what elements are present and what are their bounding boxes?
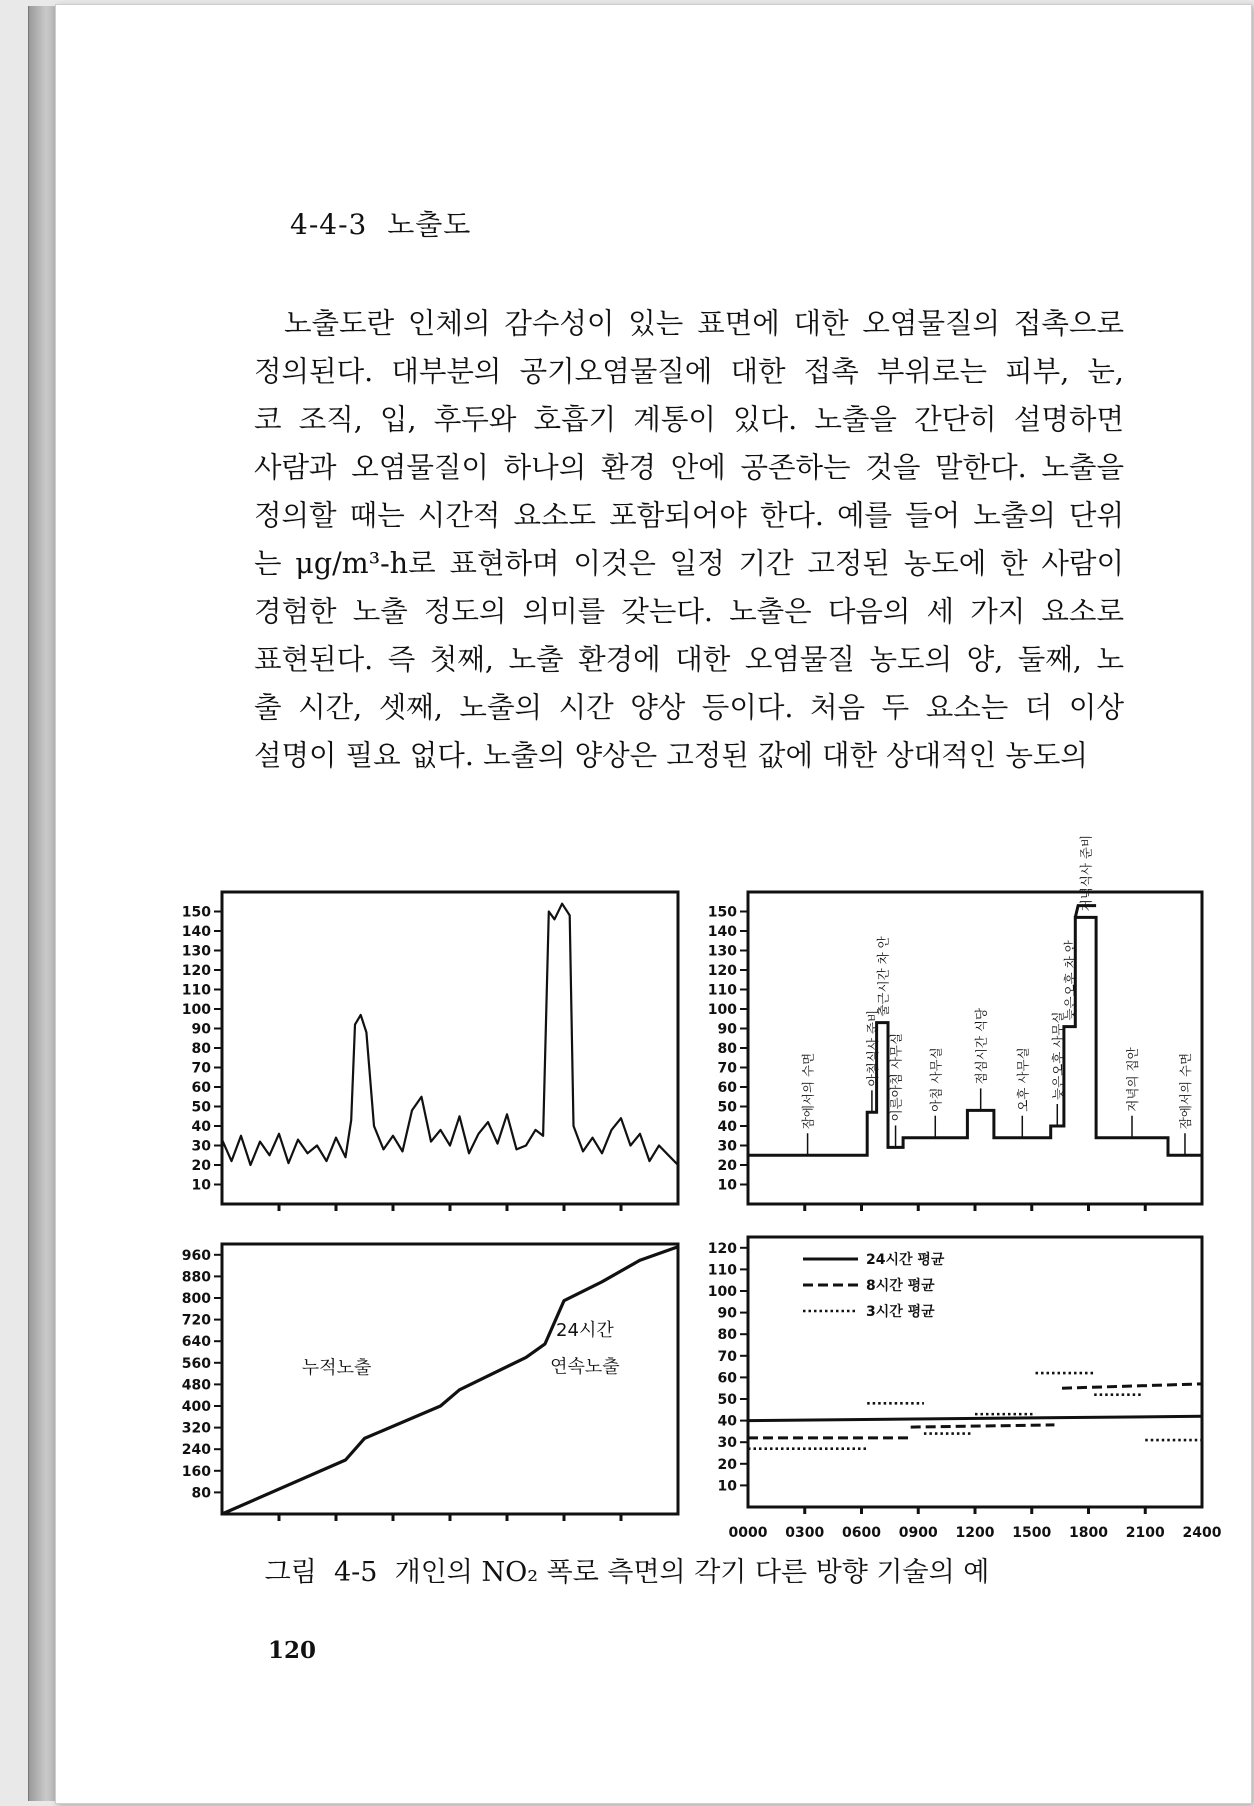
y-tick-label: 20	[191, 1158, 211, 1174]
y-tick-label: 140	[181, 924, 211, 940]
activity-label: 이른아침 사무실	[888, 1032, 904, 1122]
plot-frame	[222, 1244, 678, 1514]
y-tick-label: 960	[181, 1247, 211, 1264]
y-tick-label: 20	[717, 1456, 737, 1473]
activity-label: 아침 사무실	[928, 1047, 944, 1112]
caption-prefix: 그림	[264, 1557, 317, 1588]
activity-label: 오후 사무실	[1015, 1047, 1031, 1112]
y-tick-label: 320	[181, 1420, 211, 1437]
y-tick-label: 80	[717, 1041, 737, 1057]
x-tick-label: 1200	[955, 1525, 995, 1541]
x-tick-label: 1800	[1069, 1525, 1108, 1541]
y-tick-label: 20	[717, 1158, 737, 1174]
y-tick-label: 640	[181, 1334, 211, 1351]
y-tick-label: 100	[181, 1002, 211, 1018]
annotation-24h: 24시간	[556, 1319, 614, 1341]
y-tick-label: 50	[717, 1392, 737, 1408]
paragraph-line: 정의할 때는 시간적 요소도 포함되어야 한다. 예를 들어 노출의 단위	[254, 499, 1124, 532]
y-tick-label: 400	[181, 1399, 211, 1415]
y-tick-label: 90	[717, 1021, 737, 1038]
y-tick-label: 30	[717, 1138, 737, 1155]
y-tick-label: 100	[707, 1002, 737, 1018]
activity-label: 출근시간 차 안	[875, 936, 891, 1017]
y-tick-label: 150	[707, 904, 737, 921]
activity-label: 저녁의 집안	[1125, 1047, 1141, 1112]
x-tick-label: 0000	[728, 1525, 768, 1541]
paragraph-line: 설명이 필요 없다. 노출의 양상은 고정된 값에 대한 상대적인 농도의	[254, 739, 1088, 772]
y-tick-label: 880	[181, 1269, 211, 1286]
section-number: 4-4-3	[290, 208, 368, 241]
y-tick-label: 110	[707, 1262, 737, 1279]
y-tick-label: 800	[181, 1291, 211, 1307]
y-tick-label: 40	[717, 1413, 737, 1430]
x-tick-label: 1500	[1012, 1525, 1052, 1541]
x-tick-label: 0600	[842, 1525, 881, 1541]
activity-label: 잠에서의 수면	[800, 1052, 816, 1130]
chart-panel-4	[708, 1237, 1222, 1541]
plot-frame	[748, 1237, 1202, 1507]
y-tick-label: 100	[707, 1284, 737, 1300]
book-spine	[28, 6, 57, 1801]
activity-label: 저녁식사 준비	[1078, 834, 1094, 912]
y-tick-label: 10	[717, 1478, 737, 1495]
series-segment-dashed	[1062, 1384, 1202, 1388]
x-tick-label: 0300	[785, 1525, 825, 1541]
y-tick-label: 60	[717, 1370, 737, 1387]
y-tick-label: 60	[717, 1080, 737, 1096]
activity-label: 점심시간 식당	[973, 1007, 989, 1085]
y-tick-label: 50	[191, 1099, 211, 1116]
y-tick-label: 130	[707, 943, 737, 960]
caption-text: 개인의 NO₂ 폭로 측면의 각기 다른 방향 기술의 예	[394, 1557, 990, 1588]
x-tick-label: 2400	[1182, 1525, 1222, 1541]
paragraph-line: 표현된다. 즉 첫째, 노출 환경에 대한 오염물질 농도의 양, 둘째, 노	[254, 643, 1124, 676]
activity-label: 아침식사 준비	[864, 1009, 880, 1087]
figure-caption	[0, 1550, 1254, 1589]
paragraph-line: 사람과 오염물질이 하나의 환경 안에 공존하는 것을 말한다. 노출을	[254, 451, 1124, 484]
activity-label: 늦은오후 사무실	[1050, 1011, 1066, 1100]
paragraph-line: 노출도란 인체의 감수성이 있는 표면에 대한 오염물질의 접촉으로	[284, 307, 1124, 340]
y-tick-label: 80	[191, 1041, 211, 1057]
y-tick-label: 140	[707, 924, 737, 940]
section-heading	[290, 203, 471, 243]
x-tick-label: 2100	[1125, 1525, 1165, 1541]
paragraph-line: 경험한 노출 정도의 의미를 갖는다. 노출은 다음의 세 가지 요소로	[254, 595, 1124, 628]
y-tick-label: 40	[191, 1119, 211, 1135]
activity-label: 늦은오후 차 안	[1062, 940, 1078, 1021]
legend-label: 8시간 평균	[866, 1278, 935, 1294]
y-tick-label: 70	[717, 1060, 737, 1077]
page-number: 120	[268, 1637, 317, 1664]
series-segment-dashed	[911, 1425, 1055, 1427]
figure-4-5	[160, 834, 1222, 1545]
chart-panel-2	[708, 835, 1202, 1211]
y-tick-label: 70	[191, 1060, 211, 1077]
y-tick-label: 30	[717, 1435, 737, 1452]
series-line-exposure	[222, 904, 678, 1165]
y-tick-label: 90	[191, 1021, 211, 1038]
annotation-continuous: 연속노출	[550, 1356, 620, 1378]
y-tick-label: 240	[181, 1442, 211, 1459]
y-tick-label: 110	[181, 982, 211, 999]
y-tick-label: 90	[717, 1305, 737, 1322]
body-paragraph	[254, 300, 1124, 780]
y-tick-label: 80	[717, 1327, 737, 1344]
paragraph-line: 코 조직, 입, 후두와 호흡기 계통이 있다. 노출을 간단히 설명하면	[254, 403, 1124, 436]
paragraph-line: 출 시간, 셋째, 노출의 시간 양상 등이다. 처음 두 요소는 더 이상	[254, 691, 1124, 724]
section-title: 노출도	[387, 208, 472, 241]
y-tick-label: 480	[181, 1377, 211, 1394]
x-tick-label: 0900	[898, 1525, 938, 1541]
paragraph-line: 정의된다. 대부분의 공기오염물질에 대한 접촉 부위로는 피부, 눈,	[254, 355, 1124, 388]
activity-label: 잠에서의 수면	[1177, 1052, 1193, 1130]
y-tick-label: 560	[181, 1355, 211, 1372]
annotation-cumulative: 누적노출	[301, 1357, 372, 1379]
y-tick-label: 80	[191, 1485, 211, 1502]
y-tick-label: 120	[181, 963, 211, 979]
chart-panel-1	[182, 892, 678, 1211]
y-tick-label: 160	[181, 1463, 211, 1480]
y-tick-label: 10	[717, 1177, 737, 1194]
y-tick-label: 50	[717, 1099, 737, 1116]
series-segment-solid	[748, 1416, 1202, 1420]
y-tick-label: 120	[707, 1240, 737, 1257]
legend-label: 24시간 평균	[866, 1252, 945, 1268]
caption-number: 4-5	[333, 1557, 378, 1588]
y-tick-label: 70	[717, 1348, 737, 1365]
y-tick-label: 60	[191, 1080, 211, 1096]
y-tick-label: 120	[707, 963, 737, 979]
y-tick-label: 150	[181, 904, 211, 921]
y-tick-label: 110	[707, 982, 737, 999]
y-tick-label: 30	[191, 1138, 211, 1155]
y-tick-label: 130	[181, 943, 211, 960]
y-tick-label: 40	[717, 1119, 737, 1135]
paragraph-line: 는 μg/m³-h로 표현하며 이것은 일정 기간 고정된 농도에 한 사람이	[254, 547, 1124, 580]
series-line-cumulative	[222, 1247, 678, 1514]
y-tick-label: 10	[191, 1177, 211, 1194]
legend-label: 3시간 평균	[866, 1304, 935, 1320]
chart-panel-3	[182, 1244, 678, 1521]
y-tick-label: 720	[181, 1312, 211, 1329]
